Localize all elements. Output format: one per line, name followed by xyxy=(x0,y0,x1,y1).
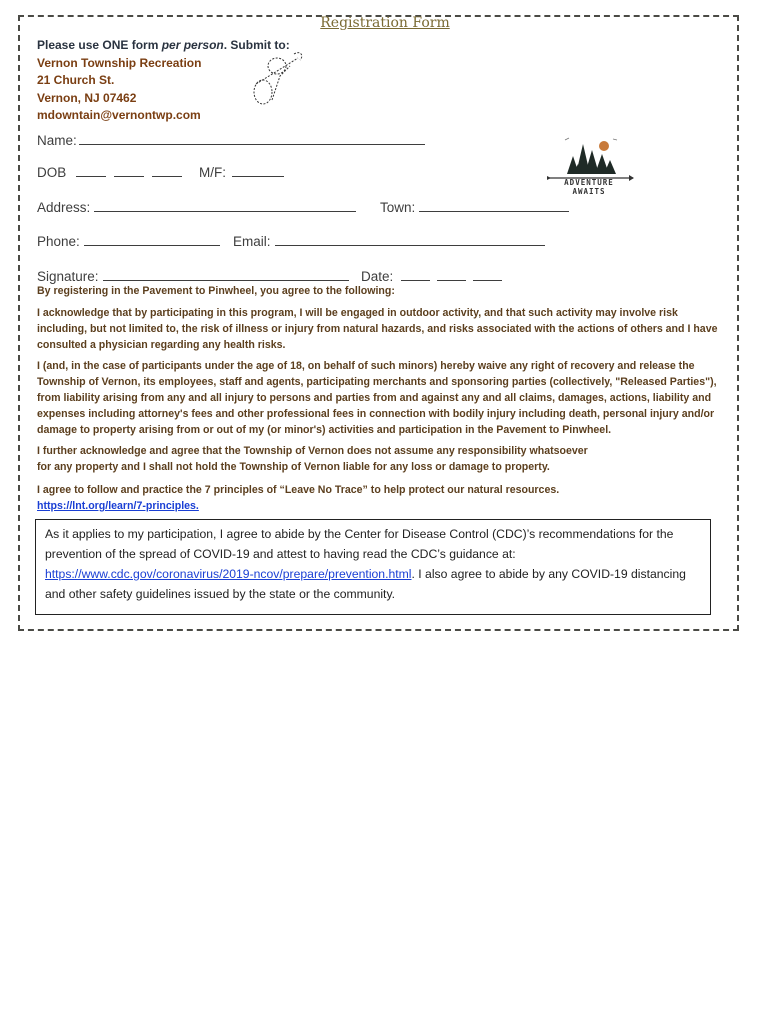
signature-field[interactable]: Signature: xyxy=(37,267,349,284)
gender-field[interactable]: M/F: xyxy=(199,163,284,180)
address-field[interactable]: Address: xyxy=(37,198,356,215)
lnt-link[interactable]: https://lnt.org/learn/7-principles. xyxy=(37,500,199,512)
leave-no-trace-paragraph: I agree to follow and practice the 7 principles of “Leave No Trace” to help protect our natural resources. https://lnt.org/learn/7-principles. xyxy=(37,484,560,512)
city: Vernon, NJ 07462 xyxy=(37,90,137,105)
date-field[interactable]: Date: xyxy=(361,267,502,284)
instructions: Please use ONE form per person. Submit to: xyxy=(37,38,290,52)
form-title: Registration Form xyxy=(320,15,450,31)
street: 21 Church St. xyxy=(37,73,115,87)
logo-text: ADVENTURE AWAITS xyxy=(564,178,614,196)
acknowledgement-paragraph: I acknowledge that by participating in this program, I will be engaged in outdoor activity, and that such activity may involve risk including, but not limited to, the risk of illness or injury from natural hazards, and risks associated with the actions of others and I have consulted a physician regarding any health risks. xyxy=(37,307,718,351)
town-field[interactable]: Town: xyxy=(380,198,569,215)
cdc-link[interactable]: https://www.cdc.gov/coronavirus/2019-ncov/prepare/prevention.html xyxy=(45,567,412,581)
email-field[interactable]: Email: xyxy=(233,232,545,249)
waiver-paragraph: I (and, in the case of participants under the age of 18, on behalf of such minors) hereby waive any right of recovery and release the Township of Vernon, its employees, staff and agents, participating merchants and sponsoring parties (collectively, "Released Parties"), from liability arising from any and all injury to persons and parties from and against any and all claims, damages, actions, liability and expenses including attorney's fees and other professional fees in connection with bodily injury including death, personal injury and/or damage to property arising from or out of my (or minor's) activities and participation in the Pavement to Pinwheel. xyxy=(37,360,717,436)
name-field[interactable]: Name: xyxy=(37,131,425,148)
property-paragraph: I further acknowledge and agree that the Township of Vernon does not assume any responsibility whatsoever for any property and I shall not hold the Township of Vernon liable for any loss or damage to property. xyxy=(37,445,588,473)
covid-agreement-box: As it applies to my participation, I agree to abide by the Center for Disease Control (CDC)’s recommendations for the prevention of the spread of COVID-19 and attest to having read the CDC’s guidance at: https://www.cdc.gov/coronavirus/2019-ncov/prepare/prevention.html. I also agree to abide by any COVID-19 distancing and other safety guidelines issued by the state or the community. xyxy=(35,519,711,615)
phone-field[interactable]: Phone: xyxy=(37,232,220,249)
terms-intro: By registering in the Pavement to Pinwheel, you agree to the following: xyxy=(37,285,395,297)
org-name: Vernon Township Recreation xyxy=(37,55,202,70)
bicycle-doodle-icon xyxy=(246,48,308,110)
adventure-awaits-logo xyxy=(545,134,635,182)
dob-field[interactable]: DOB xyxy=(37,163,182,180)
contact-email[interactable]: mdowntain@vernontwp.com xyxy=(37,108,201,122)
